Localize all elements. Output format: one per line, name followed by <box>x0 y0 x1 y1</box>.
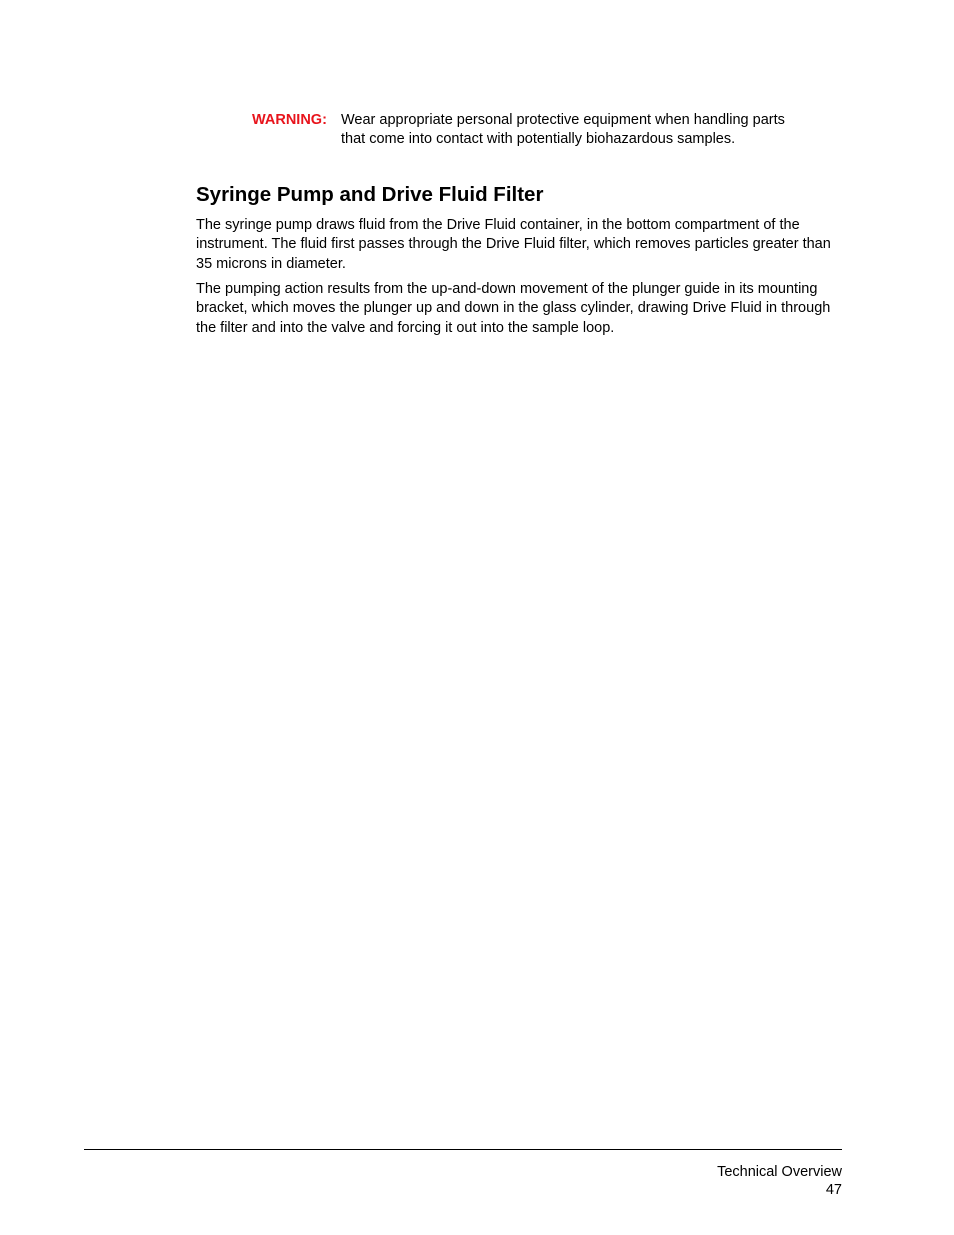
page-number: 47 <box>825 1182 842 1198</box>
section-heading: Syringe Pump and Drive Fluid Filter <box>196 183 544 206</box>
page-footer <box>717 1163 842 1199</box>
body-paragraph-2: The pumping action results from the up-and-down movement of the plunger guide in its mounting bracket, which moves the plunger up and down in the glass cylinder, drawing Drive Fluid in through the filter and into the valve and forcing it out into the sample loop. <box>196 281 831 336</box>
body-paragraph-1: The syringe pump draws fluid from the Drive Fluid container, in the bottom compartment of the instrument. The fluid first passes through the Drive Fluid filter, which removes particles greater than 35 microns in diameter. <box>196 217 831 272</box>
footer-section-title: Technical Overview <box>717 1164 842 1180</box>
warning-text: Wear appropriate personal protective equipment when handling parts that come into contact with potentially biohazardous samples. <box>341 112 785 147</box>
footer-divider <box>84 1149 842 1150</box>
warning-label: WARNING: <box>252 112 327 128</box>
